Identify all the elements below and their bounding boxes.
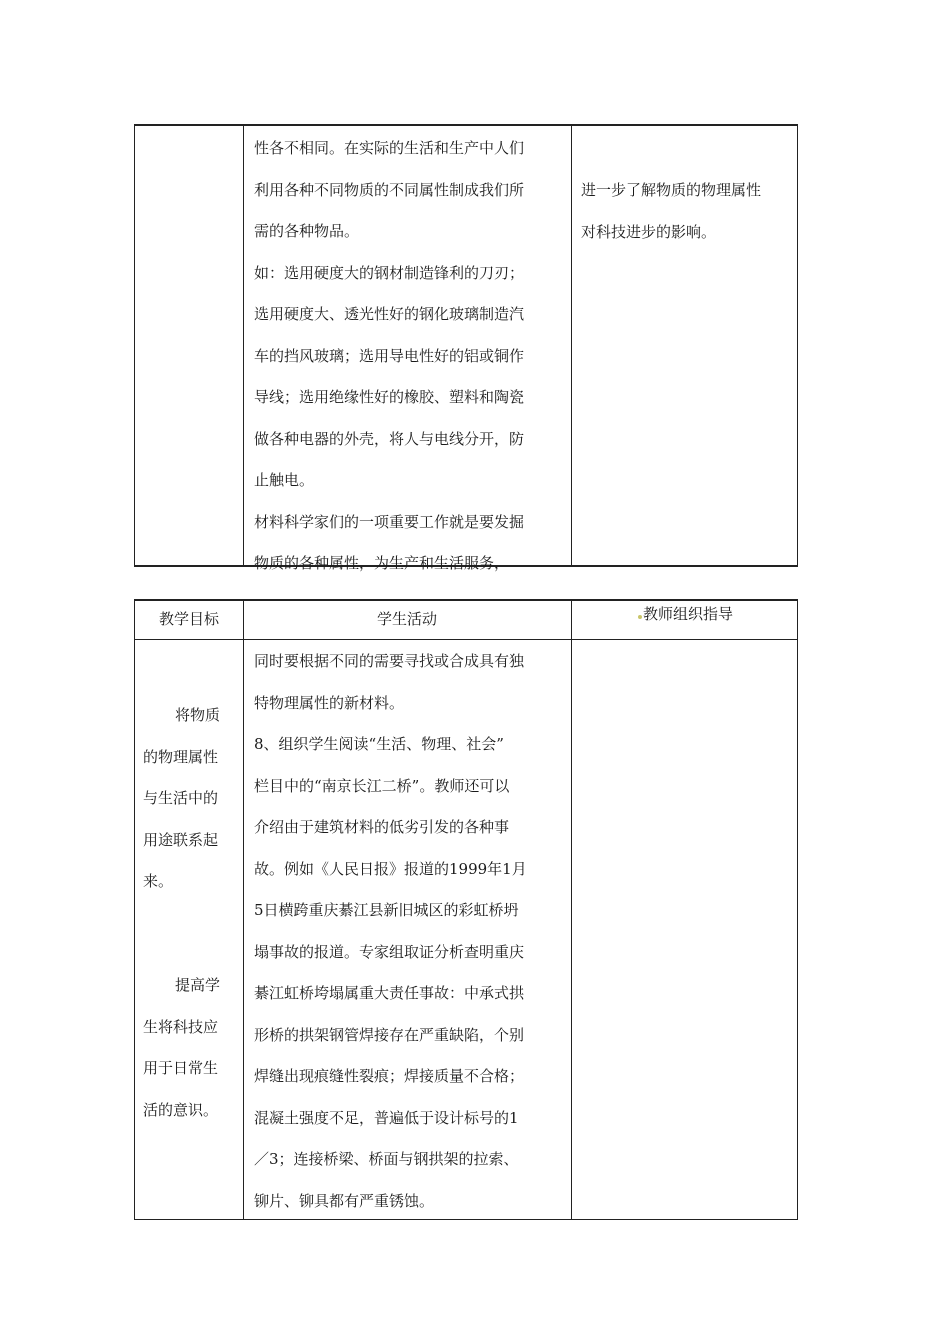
text-line: 用途联系起 (143, 830, 219, 849)
goal-cell (135, 126, 243, 565)
text-line: 物质的各种属性，为生产和生活服务， (254, 554, 510, 572)
table-continued (134, 124, 798, 572)
text-line: 生将科技应 (143, 1017, 219, 1036)
text-line: 栏目中的“南京长江二桥”。教师还可以 (254, 776, 510, 795)
text-line: 与生活中的 (143, 789, 219, 807)
text-line: 止触电。 (254, 471, 315, 489)
text-line: 材料科学家们的一项重要工作就是要发掘 (254, 512, 525, 531)
text-line: 车的挡风玻璃；选用导电性好的铝或铜作 (254, 346, 525, 365)
teacher-guidance-cell (581, 170, 791, 253)
text-line: 特物理属性的新材料。 (254, 693, 405, 712)
goal-text-a (143, 695, 243, 903)
text-line: 塌事故的报道。专家组取证分析查明重庆 (254, 942, 525, 961)
text-line: 铆片、铆具都有严重锈蚀。 (254, 1191, 435, 1210)
mark-dot (638, 615, 642, 619)
column-divider (243, 126, 244, 565)
text-line: 活的意识。 (143, 1100, 219, 1119)
text-line: 綦江虹桥垮塌属重大责任事故：中承式拱 (254, 984, 525, 1002)
goal-text-b (143, 965, 243, 1131)
text-line: 进一步了解物质的物理属性 (581, 181, 762, 199)
text-line: 如：选用硬度大的钢材制造锋利的刀刃； (254, 263, 525, 282)
lesson-table (134, 599, 798, 1220)
text-line: 来。 (143, 872, 174, 890)
text-line: 性各不相同。在实际的生活和生产中人们 (254, 139, 525, 157)
text-line: 8、组织学生阅读“生活、物理、社会” (254, 735, 504, 753)
text-line: 故。例如《人民日报》报道的1999年1月 (254, 859, 527, 878)
header-teacher-guidance (571, 603, 799, 624)
header-teacher-guidance-label: 教师组织指导 (642, 605, 733, 623)
text-line: ／3；连接桥梁、桥面与钢拱架的拉索、 (254, 1150, 519, 1168)
text-line: 5日横跨重庆綦江县新旧城区的彩虹桥坍 (254, 901, 519, 919)
header-divider (135, 639, 797, 640)
text-line: 混凝土强度不足，普遍低于设计标号的1 (254, 1108, 519, 1127)
student-activity-cell (254, 128, 572, 585)
header-teaching-goal: 教学目标 (158, 610, 219, 628)
text-line: 需的各种物品。 (254, 222, 360, 240)
text-line: 介绍由于建筑材料的低劣引发的各种事 (254, 818, 510, 836)
text-line: 做各种电器的外壳，将人与电线分开，防 (254, 429, 525, 448)
student-activity-cell (254, 641, 572, 1222)
text-line: 将物质 (175, 706, 221, 724)
text-line: 提高学 (175, 976, 221, 994)
text-line: 对科技进步的影响。 (581, 222, 717, 241)
text-line: 选用硬度大、透光性好的钢化玻璃制造汽 (254, 305, 525, 323)
text-line: 用于日常生 (143, 1059, 219, 1077)
text-line: 同时要根据不同的需要寻找或合成具有独 (254, 652, 525, 670)
text-line: 形桥的拱架钢管焊接存在严重缺陷，个别 (254, 1025, 525, 1044)
text-line: 导线；选用绝缘性好的橡胶、塑料和陶瓷 (254, 388, 525, 406)
text-line: 利用各种不同物质的不同属性制成我们所 (254, 180, 525, 199)
column-divider (243, 601, 244, 1219)
header-student-activity: 学生活动 (376, 610, 437, 628)
text-line: 焊缝出现痕缝性裂痕；焊接质量不合格； (254, 1067, 525, 1085)
text-line: 的物理属性 (143, 747, 219, 766)
